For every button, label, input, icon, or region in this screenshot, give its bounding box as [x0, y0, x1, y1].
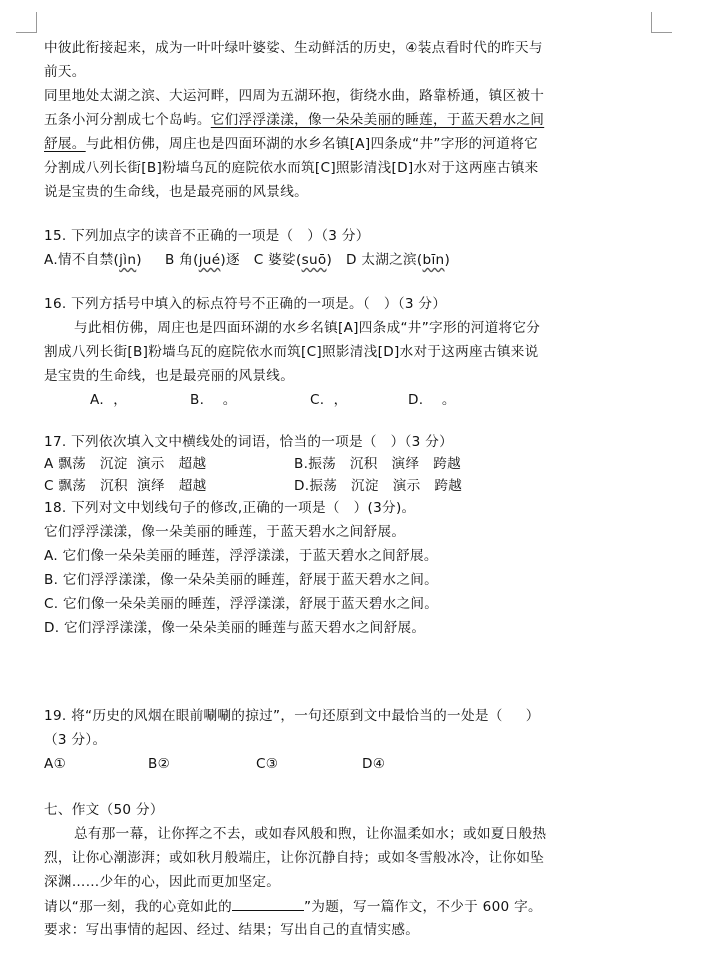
q16-option-a: A. ， [90, 392, 128, 408]
passage-line-4 [44, 110, 544, 130]
passage-line-3: 同里地处太湖之滨、大运河畔，四周为五湖环抱，街绕水曲，路靠桥通，镇区被十 [44, 88, 545, 104]
composition-prompt-line-2: 烈，让你心潮澎湃；或如秋月般端庄，让你沉静自持；或如冬雪般冰冷，让你如坠 [44, 850, 545, 866]
passage-line-5 [44, 134, 538, 154]
q15-option-c: C 婆娑(suō) [253, 252, 333, 268]
q19-option-a: A① [44, 756, 67, 772]
composition-prompt-line-3: 深渊……少年的心，因此而更加坚定。 [44, 874, 281, 890]
q17-row-1 [44, 454, 461, 474]
composition-heading: 七、作文（50 分） [44, 802, 164, 818]
composition-requirements: 要求：写出事情的起因、经过、结果；写出自己的直情实感。 [44, 922, 420, 938]
q19-options [44, 754, 385, 774]
q15-option-d: D 太湖之滨(bīn) [345, 252, 451, 268]
underlined-sentence: 它们浮浮漾漾，像一朵朵美丽的睡莲，于蓝天碧水之间 [210, 112, 545, 128]
composition-prompt-line-1: 总有那一幕，让你挥之不去，或如春风般和煦，让你温柔如水；或如夏日般热 [74, 826, 547, 842]
q16-option-c: C. ， [310, 392, 348, 408]
q17-option-a: A 飘荡 沉淀 演示 超越 [44, 456, 207, 472]
q19-option-b: B② [148, 756, 171, 772]
q16-option-b: B. 。 [190, 392, 237, 408]
q18-stem: 18. 下列对文中划线句子的修改,正确的一项是（ ）(3分)。 [44, 500, 416, 516]
q18-option-a: A. 它们像一朵朵美丽的睡莲，浮浮漾漾，于蓝天碧水之间舒展。 [44, 548, 438, 564]
q15-option-a: A.情不自禁(jìn) [44, 252, 142, 268]
q18-option-b: B. 它们浮浮漾漾，像一朵朵美丽的睡莲，舒展于蓝天碧水之间。 [44, 572, 438, 588]
q16-stem: 16. 下列方括号中填入的标点符号不正确的一项是。（ ）（3 分） [44, 296, 447, 312]
q16-passage-line-2: 割成八列长街[B]粉墙乌瓦的庭院依水而筑[C]照影清浅[D]水对于这两座古镇来说 [44, 344, 539, 360]
q19-score: （3 分）。 [44, 732, 107, 748]
crop-mark-top-left [16, 12, 37, 33]
q19-option-d: D④ [362, 756, 386, 772]
q17-option-d: D.振荡 沉淀 演示 跨越 [294, 478, 463, 494]
q17-stem: 17. 下列依次填入文中横线处的词语，恰当的一项是（ ）（3 分） [44, 434, 454, 450]
q17-option-c: C 飘荡 沉积 演绎 超越 [44, 478, 207, 494]
q18-original-sentence: 它们浮浮漾漾，像一朵美丽的睡莲，于蓝天碧水之间舒展。 [44, 524, 406, 540]
composition-title-instruction: 请以“那一刻，我的心竟如此的 ”为题，写一篇作文，不少于 600 字。 [44, 896, 542, 917]
q16-passage-line-1: 与此相仿佛，周庄也是四面环湖的水乡名镇[A]四条成“井”字形的河道将它分 [74, 320, 541, 336]
pinyin: jìn [119, 252, 137, 268]
crop-mark-top-right [651, 12, 672, 33]
passage-text: 五条小河分割成七个岛屿。 [44, 112, 211, 128]
q15-stem: 15. 下列加点字的读音不正确的一项是（ ）（3 分） [44, 228, 370, 244]
passage-line-2: 前天。 [44, 64, 86, 80]
pinyin: bīn [422, 252, 445, 268]
q18-option-c: C. 它们像一朵朵美丽的睡莲，浮浮漾漾，舒展于蓝天碧水之间。 [44, 596, 439, 612]
passage-line-7: 说是宝贵的生命线，也是最亮丽的风景线。 [44, 184, 308, 200]
passage-text: 与此相仿佛，周庄也是四面环湖的水乡名镇[A]四条成“井”字形的河道将它 [85, 136, 538, 152]
q17-row-2 [44, 476, 462, 496]
q17-option-b: B.振荡 沉积 演绎 跨越 [294, 456, 461, 472]
passage-line-6: 分割成八列长街[B]粉墙乌瓦的庭院依水而筑[C]照影清浅[D]水对于这两座古镇来 [44, 160, 539, 176]
underlined-sentence-end: 舒展。 [44, 136, 86, 152]
q16-options [90, 390, 456, 410]
q15-options [44, 250, 450, 270]
q16-passage-line-3: 是宝贵的生命线，也是最亮丽的风景线。 [44, 368, 295, 384]
q16-option-d: D. 。 [408, 392, 456, 408]
q19-stem: 19. 将“历史的风烟在眼前唰唰的掠过”，一句还原到文中最恰当的一处是（ ） [44, 708, 540, 724]
q15-option-b: B 角(jué)逐 [164, 252, 240, 268]
title-blank [232, 896, 304, 911]
q19-option-c: C③ [256, 756, 279, 772]
pinyin: jué [198, 252, 221, 268]
passage-line-1: 中彼此衔接起来，成为一叶叶绿叶婆娑、生动鲜活的历史，④装点看时代的昨天与 [44, 40, 543, 56]
pinyin: suō [301, 252, 327, 268]
q18-option-d: D. 它们浮浮漾漾，像一朵朵美丽的睡莲与蓝天碧水之间舒展。 [44, 620, 426, 636]
